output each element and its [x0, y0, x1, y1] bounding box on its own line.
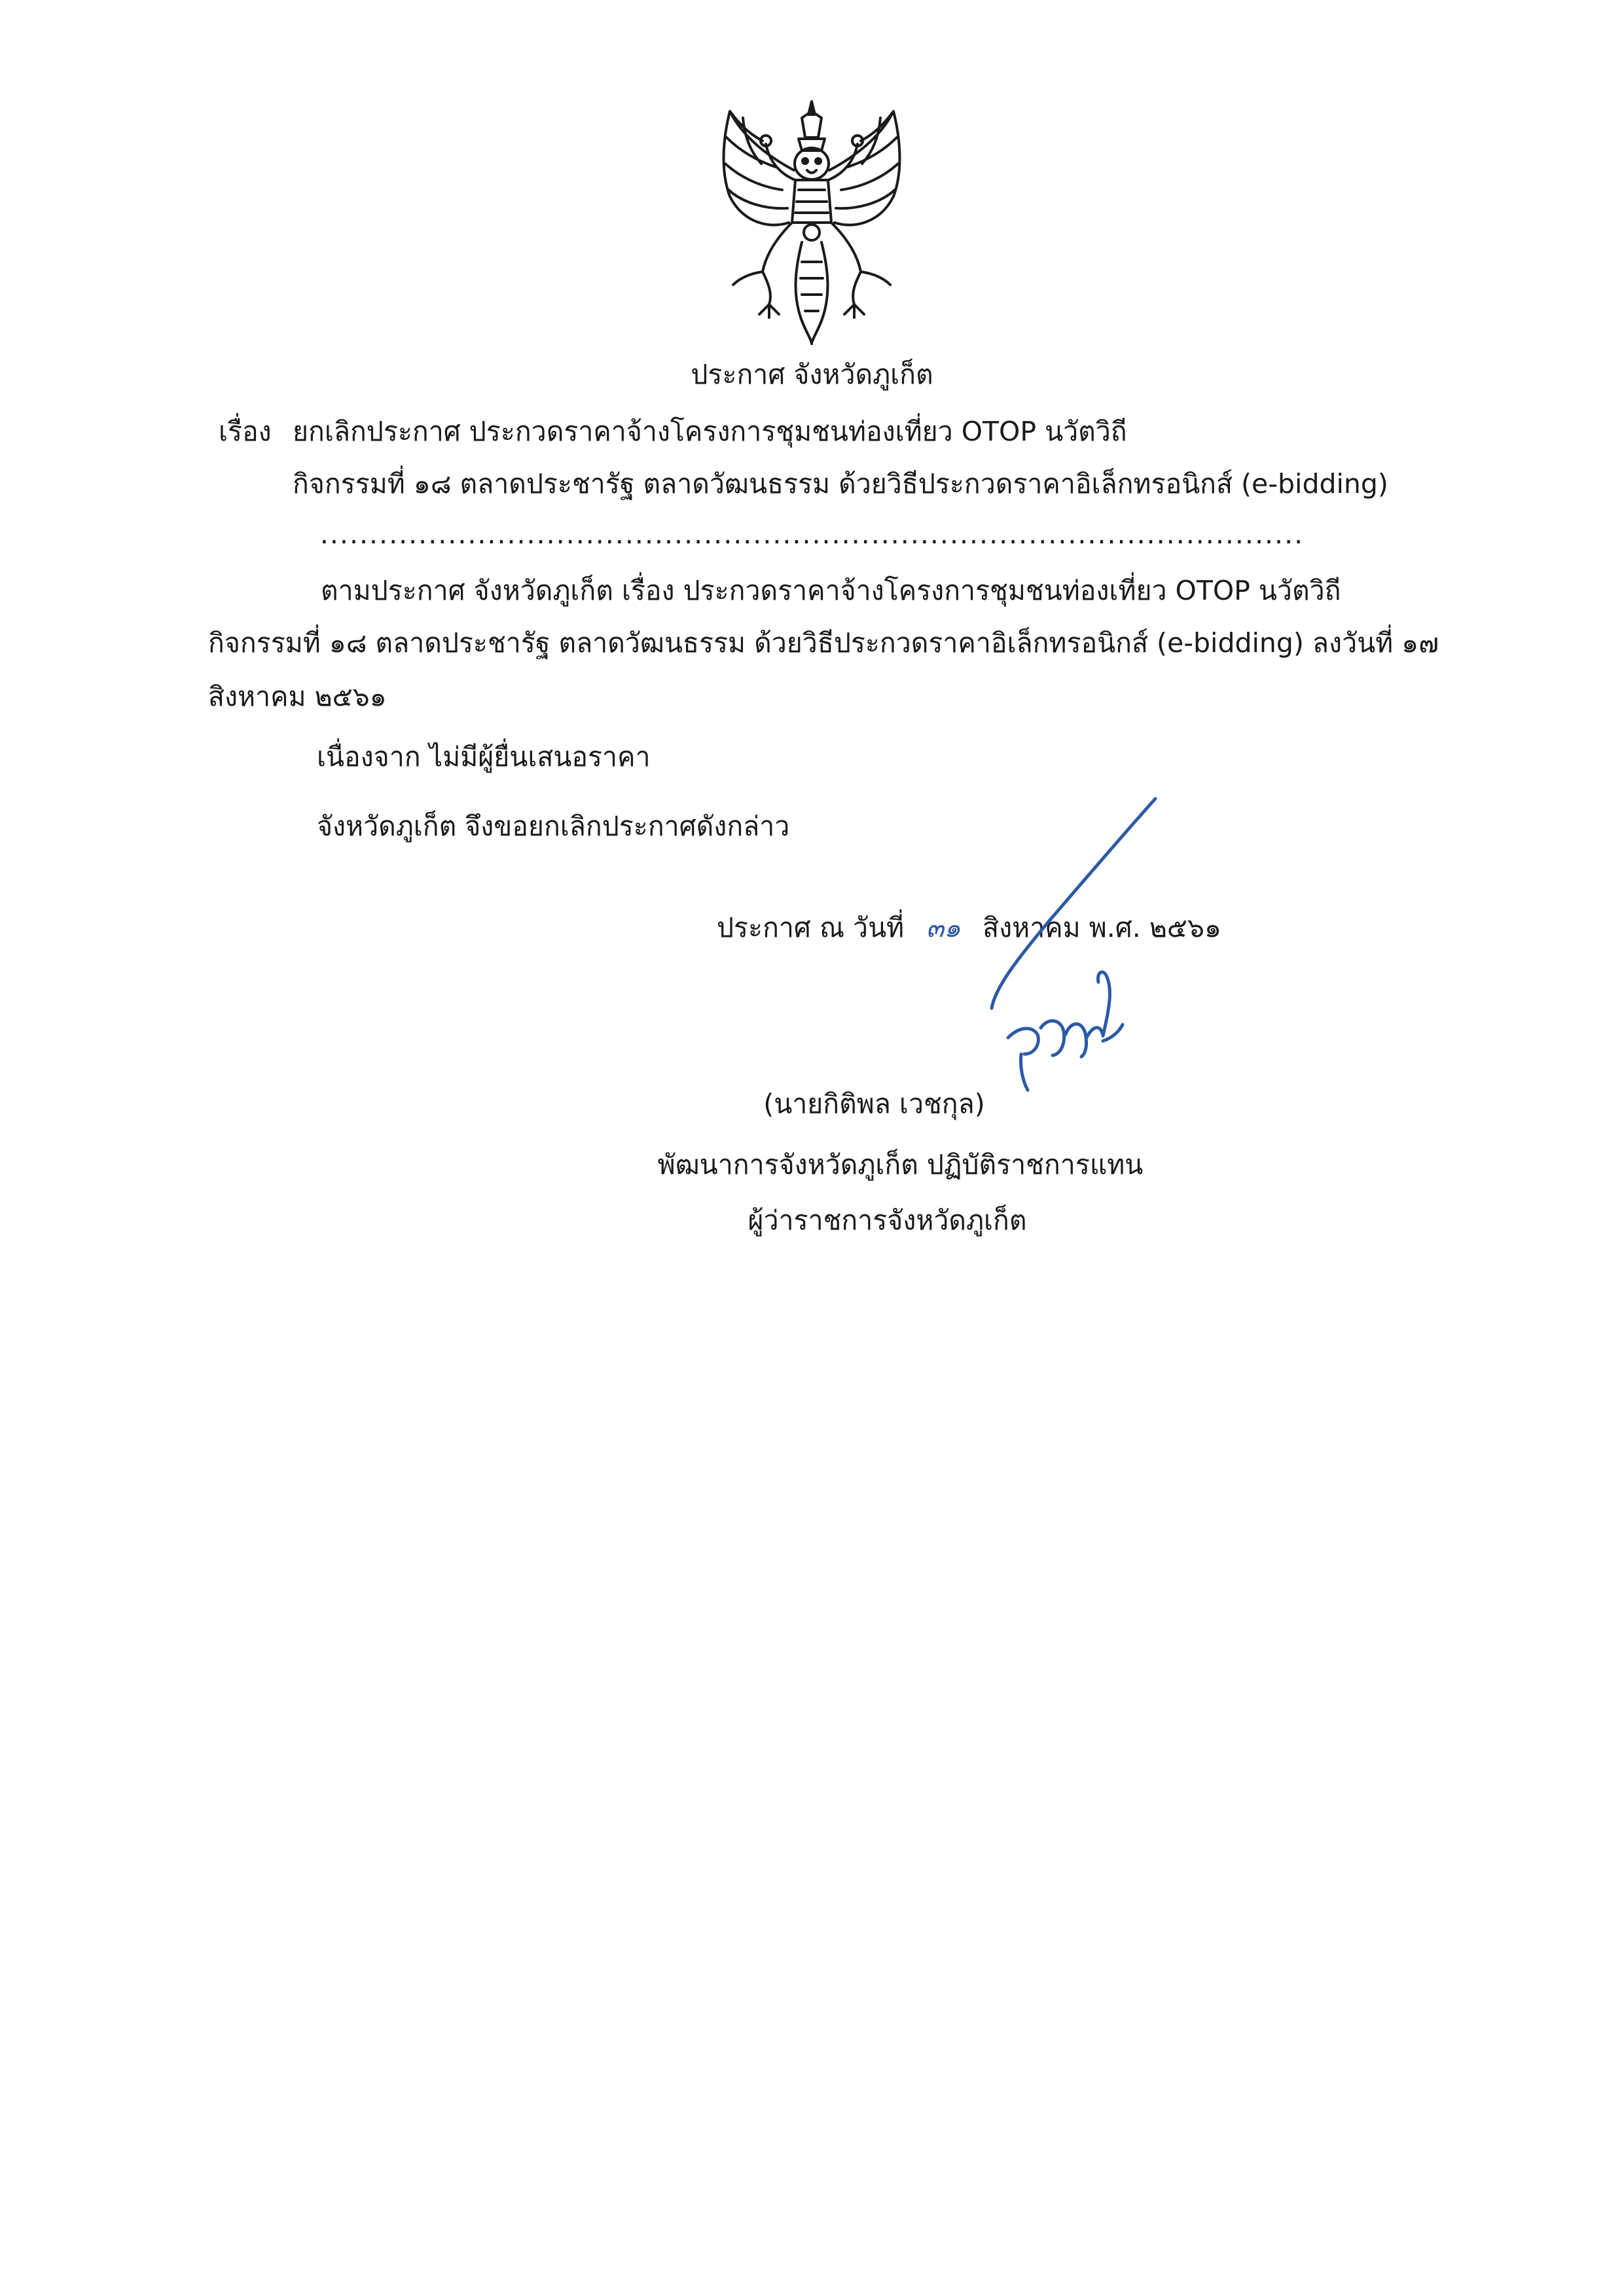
signer-position-1: พัฒนาการจังหวัดภูเก็ต ปฏิบัติราชการแทน — [657, 1149, 1144, 1180]
date-day-handwritten: ๓๑ — [926, 913, 961, 943]
document-title: ประกาศ จังหวัดภูเก็ต — [691, 359, 933, 390]
handwritten-signature-icon — [844, 792, 1185, 1093]
signer-name: (นายกิติพล เวชกุล) — [763, 1088, 985, 1120]
date-suffix: สิงหาคม พ.ศ. ๒๕๖๑ — [983, 912, 1221, 943]
separator-line: .................................................................................................... — [319, 519, 1305, 550]
subject-label: เรื่อง — [219, 416, 272, 447]
garuda-emblem-icon — [704, 98, 920, 347]
cancellation-text: จังหวัดภูเก็ต จึงขอยกเลิกประกาศดังกล่าว — [317, 811, 790, 842]
body-line-1: ตามประกาศ จังหวัดภูเก็ต เรื่อง ประกวดราคาจ้างโครงการชุมชนท่องเที่ยว OTOP นวัตวิถี — [321, 575, 1341, 606]
subject-line-2: กิจกรรมที่ ๑๘ ตลาดประชารัฐ ตลาดวัฒนธรรม ด้วยวิธีประกวดราคาอิเล็กทรอนิกส์ (e-bidding) — [293, 468, 1388, 500]
body-line-3: สิงหาคม ๒๕๖๑ — [208, 681, 387, 712]
date-prefix: ประกาศ ณ วันที่ — [717, 912, 905, 943]
reason-text: เนื่องจาก ไม่มีผู้ยื่นเสนอราคา — [317, 741, 651, 773]
signer-position-2: ผู้ว่าราชการจังหวัดภูเก็ต — [748, 1205, 1027, 1236]
body-line-2: กิจกรรมที่ ๑๘ ตลาดประชารัฐ ตลาดวัฒนธรรม ด้วยวิธีประกวดราคาอิเล็กทรอนิกส์ (e-bidding) ลงวันที่ ๑๗ — [208, 627, 1439, 659]
subject-line-1: ยกเลิกประกาศ ประกวดราคาจ้างโครงการชุมชนท่องเที่ยว OTOP นวัตวิถี — [293, 416, 1127, 447]
